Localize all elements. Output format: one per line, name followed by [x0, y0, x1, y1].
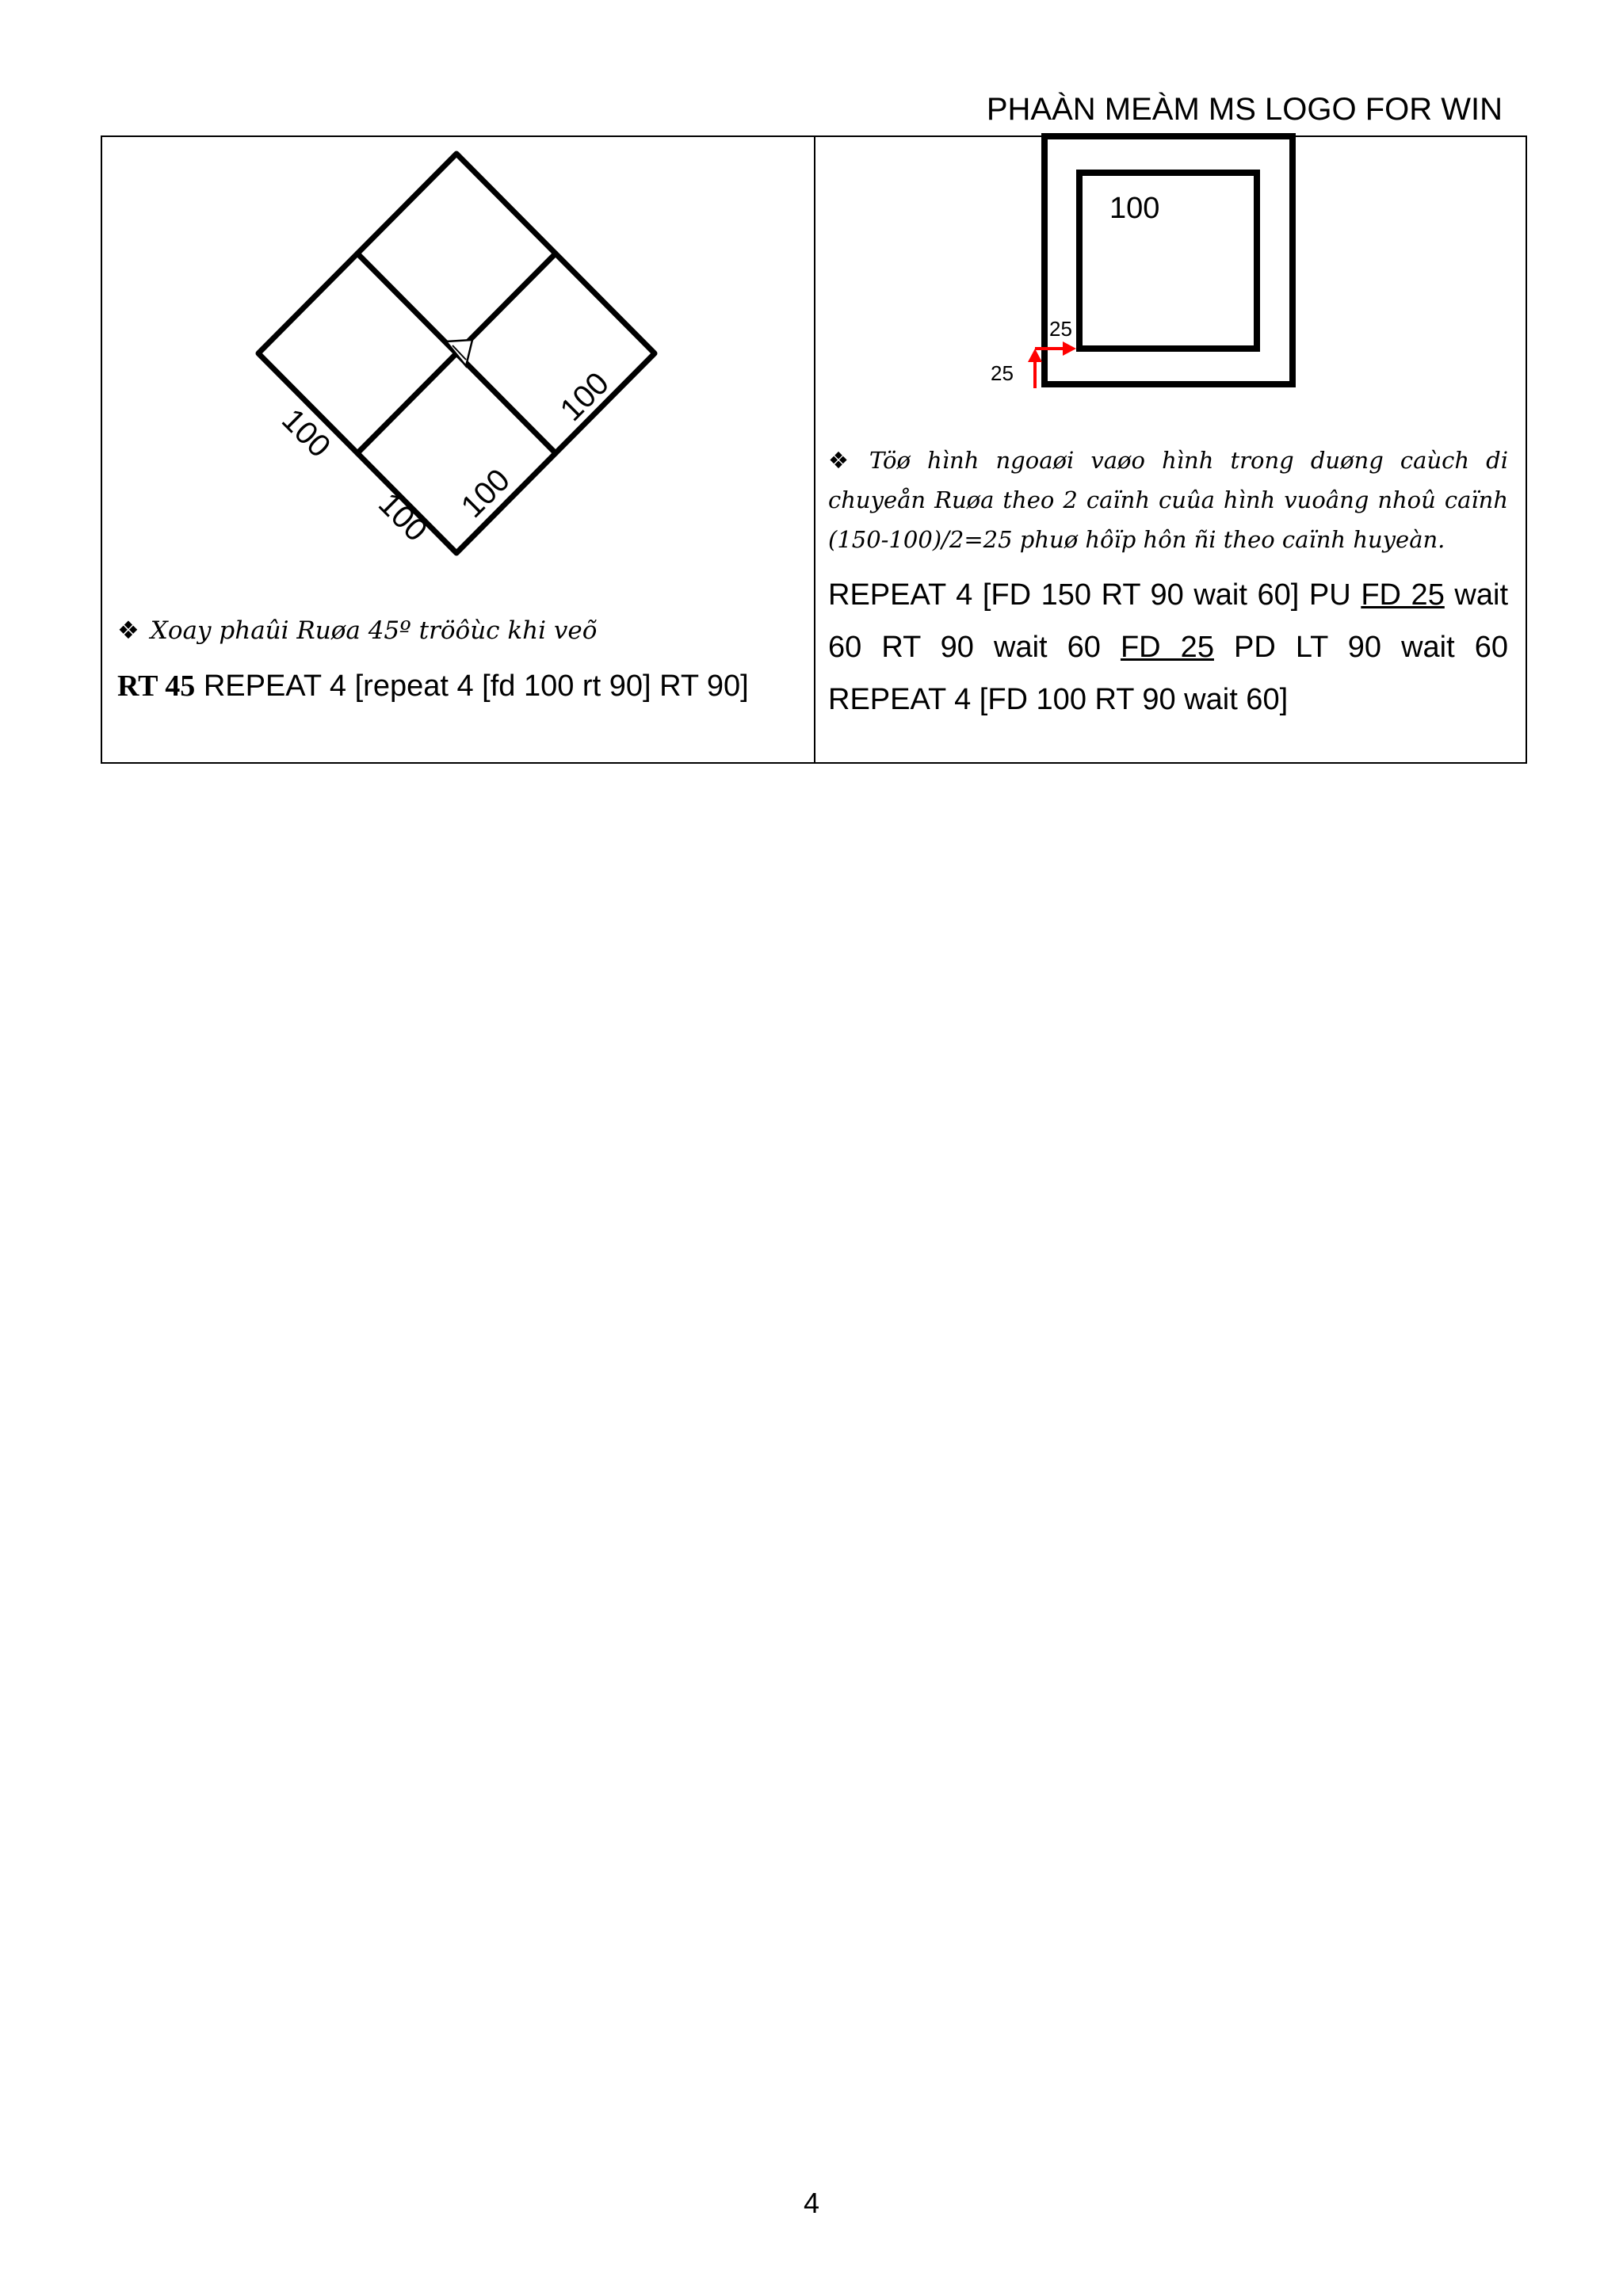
- right-note: ❖ Töø hình ngoaøi vaøo hình trong duøng caùch di chuyeån Ruøa theo 2 caïnh cuûa hình vuoâng nhoû caïnh (150-100)/2=25 phuø hôïp hôn ñi theo caïnh huyeàn.: [828, 447, 1509, 553]
- left-command: [117, 669, 749, 704]
- label-offset-y: 25: [991, 361, 1014, 385]
- label-side-100-b: 100: [372, 486, 434, 548]
- label-inner-size: 100: [1109, 192, 1160, 225]
- table-column-divider: [814, 137, 815, 762]
- label-side-100-a: 100: [275, 402, 338, 464]
- command-rest: REPEAT 4 [repeat 4 [fd 100 rt 90] RT 90]: [203, 669, 749, 703]
- label-side-100-d: 100: [553, 365, 616, 428]
- command-prefix: RT 45: [117, 669, 196, 703]
- left-note: ❖ Xoay phaûi Ruøa 45º tröôùc khi veõ: [117, 616, 598, 645]
- label-side-100-c: 100: [454, 462, 517, 524]
- page-number: 4: [803, 2187, 820, 2219]
- diamond-bullet-icon: ❖: [117, 616, 139, 645]
- diamond-bullet-icon: ❖: [828, 447, 858, 474]
- label-offset-x: 25: [1049, 317, 1072, 341]
- fd-25-underlined-a: FD 25: [1361, 578, 1445, 612]
- fd-25-underlined-b: FD 25: [1120, 631, 1214, 664]
- right-command: REPEAT 4 [FD 150 RT 90 wait 60] PU FD 25 wait 60 RT 90 wait 60 FD 25 PD LT 90 wait 60 REPEAT 4 [FD 100 RT 90 wait 60]: [828, 578, 1508, 716]
- page-header: PHAÀN MEÀM MS LOGO FOR WIN: [986, 92, 1503, 127]
